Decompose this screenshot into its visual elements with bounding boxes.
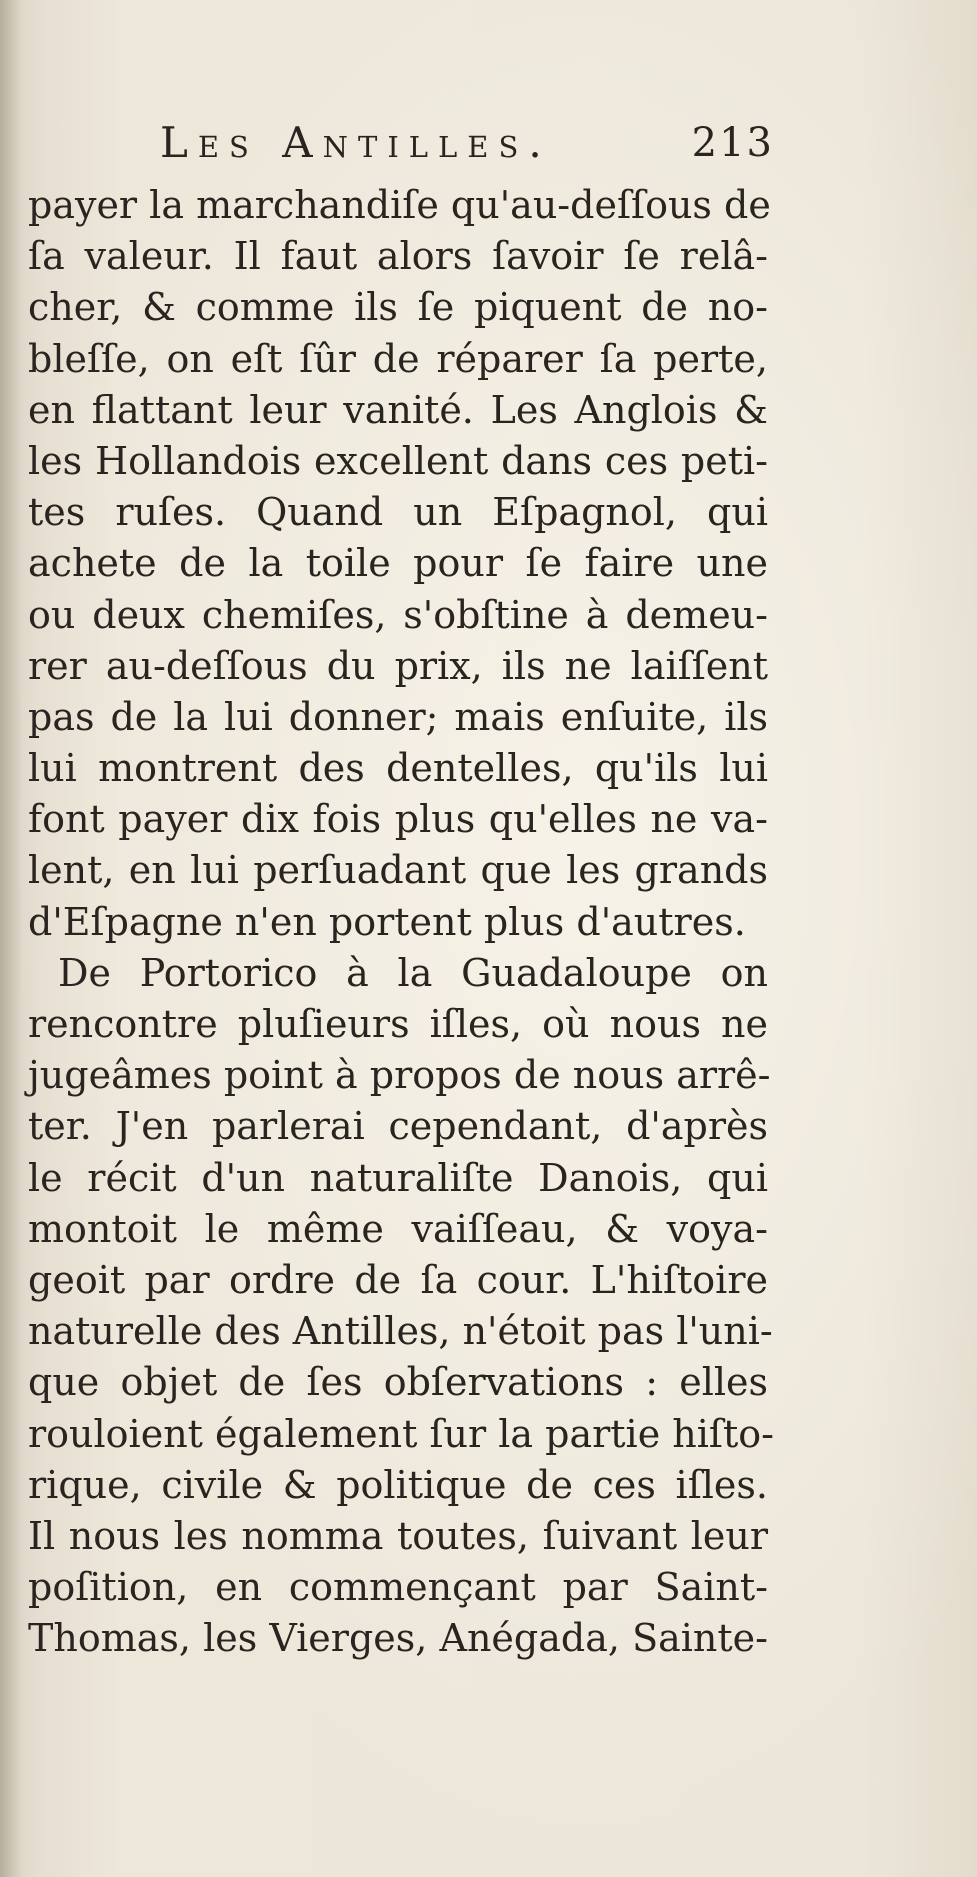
text-line: De Portorico à la Guadaloupe on xyxy=(58,950,768,995)
text-line: achete de la toile pour ſe faire une xyxy=(28,541,768,586)
text-line: les Hollandois excellent dans ces peti- xyxy=(28,438,768,483)
text-line: lui montrent des dentelles, qu'ils lui xyxy=(28,746,768,791)
text-line: geoit par ordre de ſa cour. L'hiſtoire xyxy=(28,1257,768,1302)
text-line: le récit d'un naturaliſte Danois, qui xyxy=(28,1155,768,1200)
text-line: Thomas, les Vierges, Anégada, Sainte- xyxy=(28,1616,768,1661)
running-head: Les Antilles. xyxy=(160,118,552,167)
text-line: en flattant leur vanité. Les Anglois & xyxy=(28,387,768,432)
body-text xyxy=(28,180,774,1664)
text-line: rencontre pluſieurs iſles, où nous ne xyxy=(28,1002,768,1046)
text-line: montoit le même vaiſſeau, & voya- xyxy=(28,1206,768,1251)
text-line: poſition, en commençant par Saint- xyxy=(28,1565,768,1610)
page-header xyxy=(160,118,774,178)
text-line: payer la marchandiſe qu'au-deſſous de xyxy=(28,183,771,227)
text-line: rer au-deſſous du prix, ils ne laiſſent xyxy=(28,643,768,688)
text-line: Il nous les nomma toutes, ſuivant leur xyxy=(28,1513,768,1558)
text-line: jugeâmes point à propos de nous arrê- xyxy=(28,1053,771,1098)
text-line: rique, civile & politique de ces iſles. xyxy=(28,1462,768,1507)
text-line: naturelle des Antilles, n'étoit pas l'uni- xyxy=(28,1309,773,1354)
text-line: ou deux chemiſes, s'obſtine à demeu- xyxy=(28,592,768,637)
text-line: rouloient également ſur la partie hiſto- xyxy=(28,1411,774,1456)
text-line: cher, & comme ils ſe piquent de no- xyxy=(28,285,768,330)
text-line: pas de la lui donner; mais enſuite, ils xyxy=(28,694,768,739)
page-number: 213 xyxy=(691,120,774,166)
text-line: ter. J'en parlerai cependant, d'après xyxy=(28,1104,768,1149)
text-line: font payer dix fois plus qu'elles ne va- xyxy=(28,797,768,842)
text-line: lent, en lui perſuadant que les grands xyxy=(28,848,768,893)
text-line: tes ruſes. Quand un Eſpagnol, qui xyxy=(28,490,768,535)
text-line: bleſſe, on eſt ſûr de réparer ſa perte, xyxy=(28,336,768,381)
text-line: que objet de ſes obſervations : elles xyxy=(28,1360,768,1405)
text-line: d'Eſpagne n'en portent plus d'autres. xyxy=(28,899,746,944)
gutter-shadow xyxy=(0,0,22,1877)
text-line: ſa valeur. Il faut alors ſavoir ſe relâ- xyxy=(28,234,768,279)
